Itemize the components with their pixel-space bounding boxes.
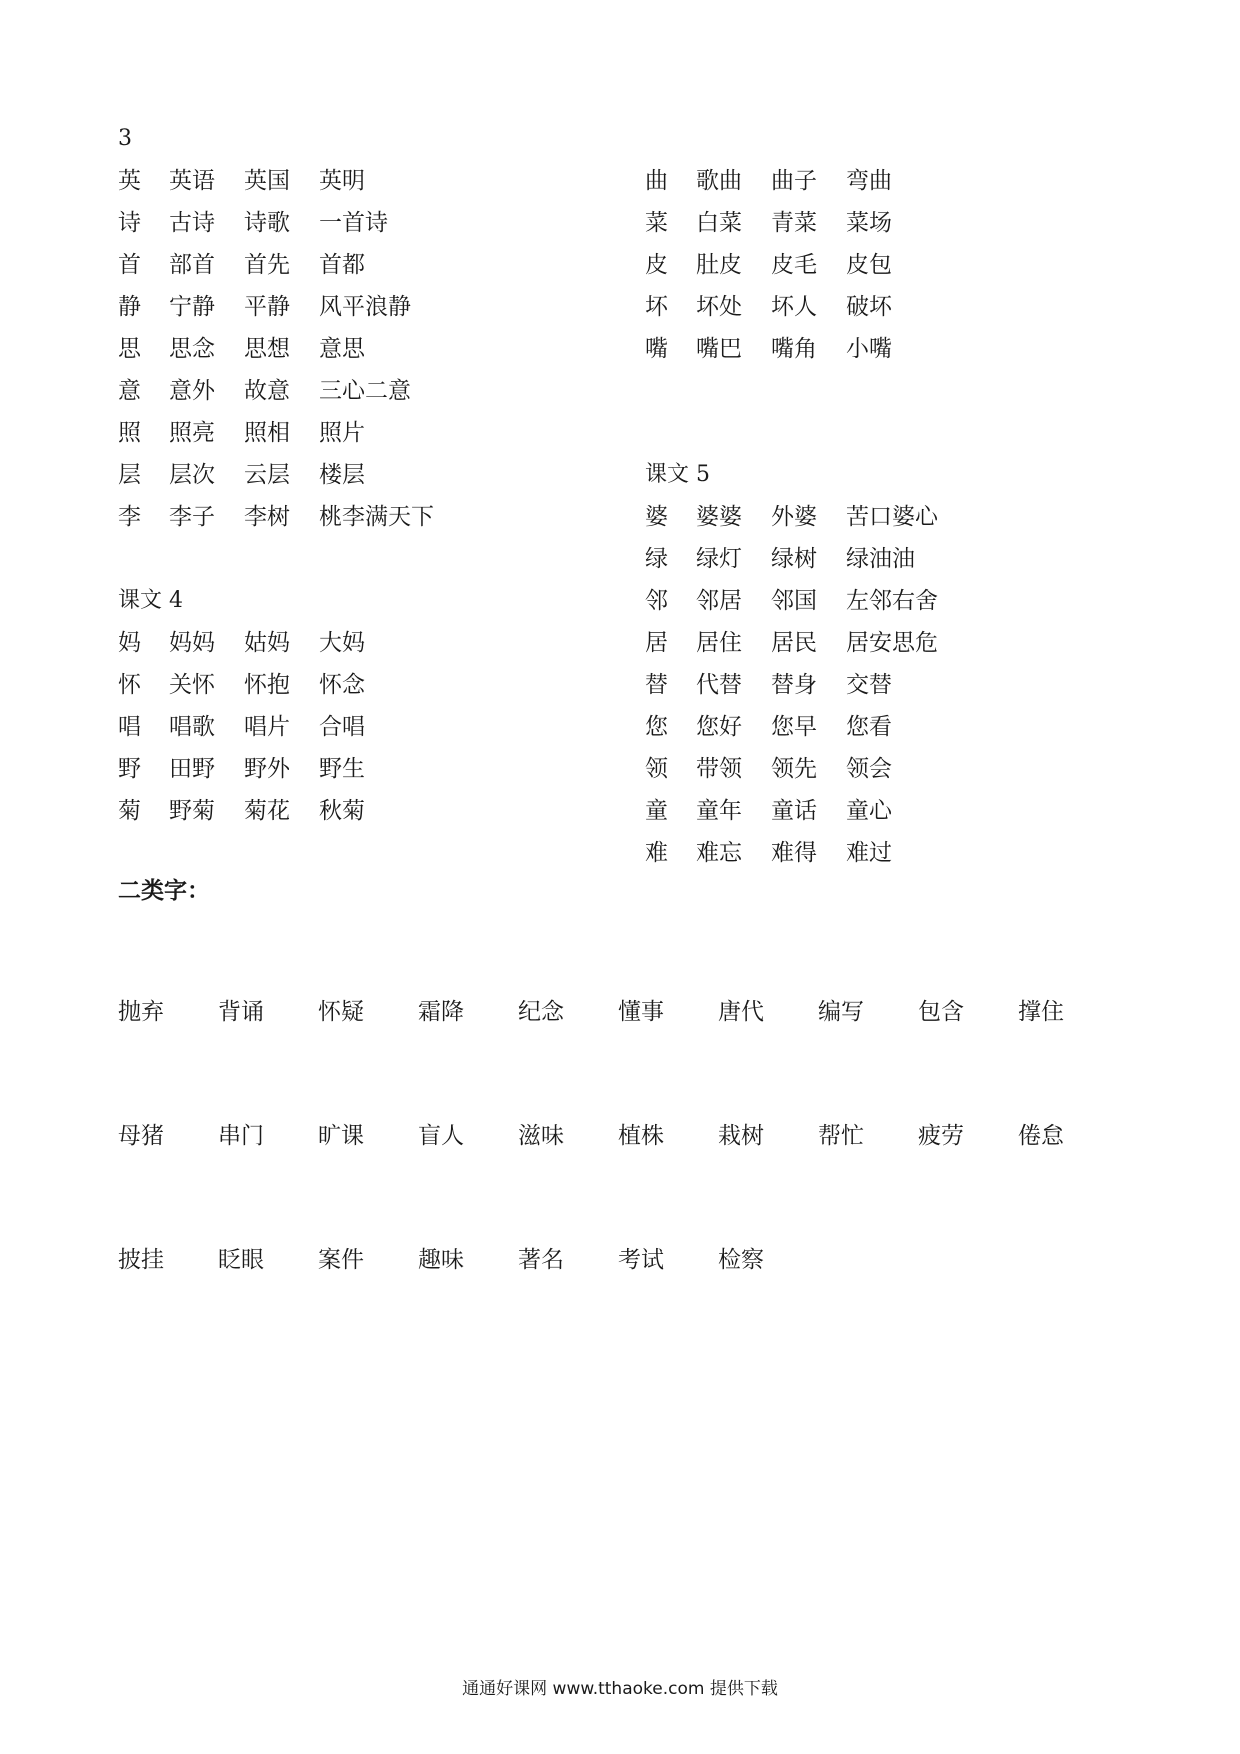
word: 野外: [244, 756, 290, 782]
word-row: [118, 244, 434, 286]
word: 居住: [696, 630, 742, 656]
character: 难: [645, 840, 668, 866]
word-line-1: [118, 993, 1118, 1026]
word: 眨眼: [218, 1247, 264, 1273]
word-row: [118, 496, 434, 538]
word: 坏人: [771, 294, 817, 320]
character: 野: [118, 756, 141, 782]
word: 披挂: [118, 1247, 164, 1273]
word: 嘴巴: [696, 336, 742, 362]
word: 思念: [169, 336, 215, 362]
word-row: [645, 664, 938, 706]
character: 首: [118, 252, 141, 278]
word-row: [645, 790, 938, 832]
word: 左邻右舍: [846, 588, 938, 614]
word: 疲劳: [918, 1123, 964, 1149]
word-row: [118, 748, 434, 790]
word: 绿树: [771, 546, 817, 572]
word: 宁静: [169, 294, 215, 320]
word: 坏处: [696, 294, 742, 320]
word: 诗歌: [244, 210, 290, 236]
character: 曲: [645, 168, 668, 194]
word: 曲子: [771, 168, 817, 194]
word: 带领: [696, 756, 742, 782]
word: 合唱: [319, 714, 365, 740]
word: 首先: [244, 252, 290, 278]
word-row: [645, 328, 938, 370]
word: 婆婆: [696, 504, 742, 530]
word: 怀疑: [318, 999, 364, 1025]
character: 婆: [645, 504, 668, 530]
word: 首都: [319, 252, 365, 278]
word: 思想: [244, 336, 290, 362]
character: 童: [645, 798, 668, 824]
word: 英国: [244, 168, 290, 194]
word: 难过: [846, 840, 892, 866]
word-line-2: [118, 1117, 1118, 1150]
word: 姑妈: [244, 630, 290, 656]
word: 秋菊: [319, 798, 365, 824]
character: 坏: [645, 294, 668, 320]
word: 关怀: [169, 672, 215, 698]
character: 层: [118, 462, 141, 488]
word: 代替: [696, 672, 742, 698]
word-row: [118, 664, 434, 706]
word: 检察: [718, 1247, 764, 1273]
character: 皮: [645, 252, 668, 278]
word-row: [645, 580, 938, 622]
word: 平静: [244, 294, 290, 320]
word-row: [118, 286, 434, 328]
word-line-3: [118, 1241, 818, 1274]
word: 您早: [771, 714, 817, 740]
footer-credit: 通通好课网 www.tthaoke.com 提供下载: [462, 1679, 778, 1699]
character: 邻: [645, 588, 668, 614]
word: 妈妈: [169, 630, 215, 656]
word: 弯曲: [846, 168, 892, 194]
character: 替: [645, 672, 668, 698]
word: 植株: [618, 1123, 664, 1149]
word: 懂事: [618, 999, 664, 1025]
left-word-group-2: [118, 622, 434, 832]
word: 外婆: [771, 504, 817, 530]
word: 难忘: [696, 840, 742, 866]
word-row: [118, 160, 434, 202]
word: 唱歌: [169, 714, 215, 740]
word: 您好: [696, 714, 742, 740]
word: 案件: [318, 1247, 364, 1273]
word: 菜场: [846, 210, 892, 236]
word: 著名: [518, 1247, 564, 1273]
word: 考试: [618, 1247, 664, 1273]
word: 居安思危: [846, 630, 938, 656]
character: 唱: [118, 714, 141, 740]
word: 风平浪静: [319, 294, 411, 320]
word: 您看: [846, 714, 892, 740]
character: 思: [118, 336, 141, 362]
word: 童心: [846, 798, 892, 824]
word: 部首: [169, 252, 215, 278]
word: 英明: [319, 168, 365, 194]
character: 怀: [118, 672, 141, 698]
lesson-header-4: 课文 4: [118, 588, 183, 613]
word: 撑住: [1018, 999, 1064, 1025]
word: 包含: [918, 999, 964, 1025]
word-row: [118, 706, 434, 748]
character: 静: [118, 294, 141, 320]
character: 妈: [118, 630, 141, 656]
word: 领先: [771, 756, 817, 782]
left-word-group-1: [118, 160, 434, 538]
word: 三心二意: [319, 378, 411, 404]
lesson-header-3: 3: [118, 126, 132, 151]
word: 领会: [846, 756, 892, 782]
word: 居民: [771, 630, 817, 656]
word: 滋味: [518, 1123, 564, 1149]
character: 菜: [645, 210, 668, 236]
word: 歌曲: [696, 168, 742, 194]
word-row: [645, 286, 938, 328]
word-row: [645, 496, 938, 538]
word-row: [645, 160, 938, 202]
word: 趣味: [418, 1247, 464, 1273]
word: 意外: [169, 378, 215, 404]
word: 云层: [244, 462, 290, 488]
character: 居: [645, 630, 668, 656]
character: 英: [118, 168, 141, 194]
word-row: [118, 370, 434, 412]
character: 您: [645, 714, 668, 740]
word: 栽树: [718, 1123, 764, 1149]
word: 古诗: [169, 210, 215, 236]
word-row: [645, 202, 938, 244]
character: 照: [118, 420, 141, 446]
word: 故意: [244, 378, 290, 404]
word: 怀抱: [244, 672, 290, 698]
character: 嘴: [645, 336, 668, 362]
word: 野菊: [169, 798, 215, 824]
right-column: [645, 118, 938, 874]
word: 层次: [169, 462, 215, 488]
word: 替身: [771, 672, 817, 698]
character: 李: [118, 504, 141, 530]
word-row: [645, 622, 938, 664]
word-row: [645, 832, 938, 874]
word: 童话: [771, 798, 817, 824]
word: 破坏: [846, 294, 892, 320]
word: 唱片: [244, 714, 290, 740]
word: 交替: [846, 672, 892, 698]
word: 编写: [818, 999, 864, 1025]
word-row: [118, 412, 434, 454]
word: 照亮: [169, 420, 215, 446]
left-column: [118, 118, 434, 832]
word-row: [118, 790, 434, 832]
word: 帮忙: [818, 1123, 864, 1149]
right-word-group-2: [645, 496, 938, 874]
word: 霜降: [418, 999, 464, 1025]
lesson-header-5: 课文 5: [645, 462, 710, 487]
character: 诗: [118, 210, 141, 236]
word: 童年: [696, 798, 742, 824]
word: 倦怠: [1018, 1123, 1064, 1149]
word-row: [645, 748, 938, 790]
word: 盲人: [418, 1123, 464, 1149]
word: 照片: [319, 420, 365, 446]
word: 皮毛: [771, 252, 817, 278]
word-row: [645, 538, 938, 580]
word: 绿油油: [846, 546, 915, 572]
word-row: [118, 202, 434, 244]
word-row: [118, 328, 434, 370]
word: 邻国: [771, 588, 817, 614]
word: 大妈: [319, 630, 365, 656]
character: 菊: [118, 798, 141, 824]
word: 野生: [319, 756, 365, 782]
word: 小嘴: [846, 336, 892, 362]
word-row: [645, 706, 938, 748]
word: 英语: [169, 168, 215, 194]
word: 纪念: [518, 999, 564, 1025]
word: 照相: [244, 420, 290, 446]
word-row: [645, 244, 938, 286]
word: 皮包: [846, 252, 892, 278]
word: 桃李满天下: [319, 504, 434, 530]
character: 绿: [645, 546, 668, 572]
word: 背诵: [218, 999, 264, 1025]
word: 李树: [244, 504, 290, 530]
word: 串门: [218, 1123, 264, 1149]
word: 旷课: [318, 1123, 364, 1149]
word: 唐代: [718, 999, 764, 1025]
word: 难得: [771, 840, 817, 866]
word: 白菜: [696, 210, 742, 236]
word: 绿灯: [696, 546, 742, 572]
character: 意: [118, 378, 141, 404]
word: 抛弃: [118, 999, 164, 1025]
word: 意思: [319, 336, 365, 362]
word: 田野: [169, 756, 215, 782]
word: 一首诗: [319, 210, 388, 236]
word: 肚皮: [696, 252, 742, 278]
word: 青菜: [771, 210, 817, 236]
word: 苦口婆心: [846, 504, 938, 530]
word-row: [118, 622, 434, 664]
word-row: [118, 454, 434, 496]
word: 楼层: [319, 462, 365, 488]
section-title-second-class-characters: 二类字：: [118, 878, 210, 904]
word: 李子: [169, 504, 215, 530]
word: 邻居: [696, 588, 742, 614]
word: 怀念: [319, 672, 365, 698]
right-word-group-1: [645, 160, 938, 370]
word: 母猪: [118, 1123, 164, 1149]
word: 嘴角: [771, 336, 817, 362]
word: 菊花: [244, 798, 290, 824]
character: 领: [645, 756, 668, 782]
